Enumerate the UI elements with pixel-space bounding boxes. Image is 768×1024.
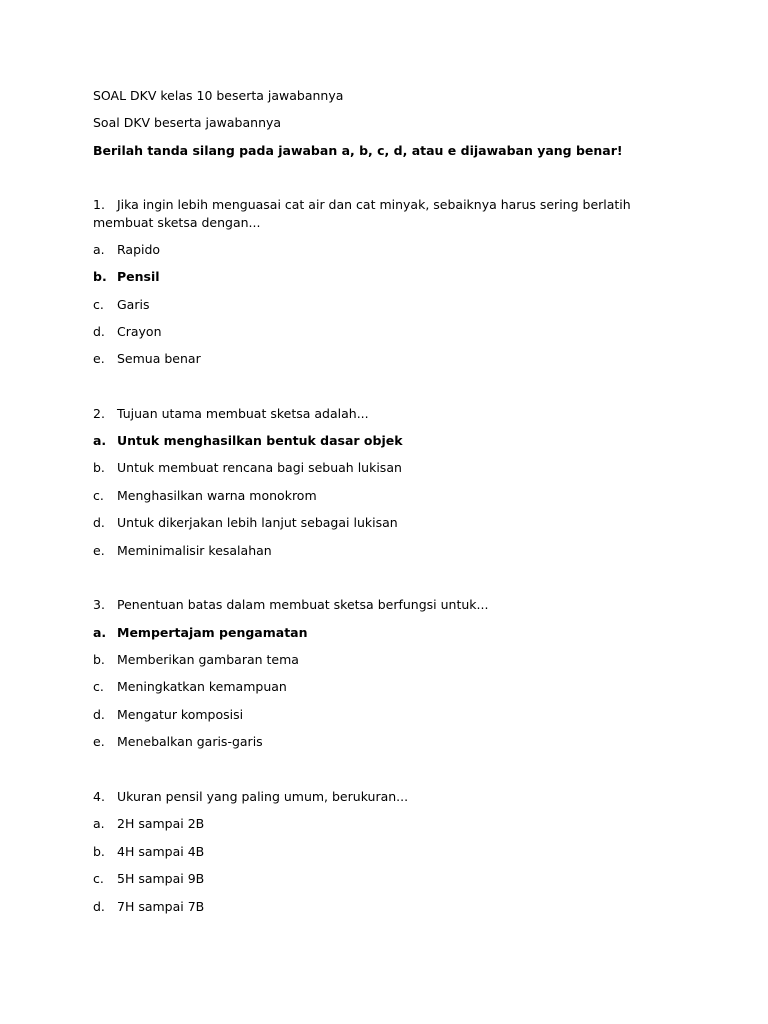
question-3-option-b[interactable] [93, 651, 299, 669]
question-2-option-a[interactable] [93, 432, 403, 450]
question-4-option-b[interactable] [93, 843, 204, 861]
option-text: 2H sampai 2B [117, 816, 205, 831]
option-text: Memberikan gambaran tema [117, 652, 299, 667]
question-2-option-e[interactable] [93, 542, 272, 560]
question-text: Tujuan utama membuat sketsa adalah... [117, 406, 369, 421]
question-2 [93, 405, 653, 423]
option-text: Mengatur komposisi [117, 707, 244, 722]
option-letter: d. [93, 515, 105, 530]
question-3-option-c[interactable] [93, 678, 287, 696]
instruction-text: Berilah tanda silang pada jawaban a, b, c, d, atau e dijawaban yang benar! [93, 143, 623, 158]
question-text: Ukuran pensil yang paling umum, berukuran... [117, 789, 409, 804]
option-text: 7H sampai 7B [117, 899, 205, 914]
option-letter: c. [93, 679, 104, 694]
option-text: Untuk dikerjakan lebih lanjut sebagai lukisan [117, 515, 398, 530]
option-letter: e. [93, 351, 105, 366]
question-number: 1. [93, 197, 105, 212]
question-3-option-a[interactable] [93, 624, 308, 642]
option-text: Meminimalisir kesalahan [117, 543, 272, 558]
question-1-option-c[interactable] [93, 296, 149, 314]
question-3 [93, 596, 653, 614]
question-2-option-d[interactable] [93, 514, 398, 532]
question-1-option-a[interactable] [93, 241, 160, 259]
option-text: Menebalkan garis-garis [117, 734, 263, 749]
document-subtitle: Soal DKV beserta jawabannya [93, 115, 282, 130]
question-1 [93, 196, 653, 232]
option-letter: b. [93, 269, 107, 284]
option-letter: e. [93, 734, 105, 749]
question-2-option-c[interactable] [93, 487, 317, 505]
question-1-option-d[interactable] [93, 323, 162, 341]
option-text: Pensil [117, 269, 160, 284]
option-letter: d. [93, 707, 105, 722]
question-3-option-d[interactable] [93, 706, 243, 724]
option-letter: c. [93, 297, 104, 312]
document-title: SOAL DKV kelas 10 beserta jawabannya [93, 88, 344, 103]
question-3-option-e[interactable] [93, 733, 263, 751]
option-letter: c. [93, 871, 104, 886]
option-text: Untuk menghasilkan bentuk dasar objek [117, 433, 403, 448]
option-letter: b. [93, 460, 105, 475]
option-text: Garis [117, 297, 150, 312]
question-2-option-b[interactable] [93, 459, 402, 477]
option-letter: a. [93, 242, 105, 257]
question-number: 4. [93, 789, 105, 804]
option-letter: d. [93, 324, 105, 339]
option-text: Meningkatkan kemampuan [117, 679, 287, 694]
option-text: Mempertajam pengamatan [117, 625, 308, 640]
option-text: Semua benar [117, 351, 201, 366]
question-number: 2. [93, 406, 105, 421]
question-4-option-c[interactable] [93, 870, 204, 888]
question-4-option-d[interactable] [93, 898, 204, 916]
option-letter: a. [93, 433, 107, 448]
option-letter: e. [93, 543, 105, 558]
option-letter: a. [93, 816, 105, 831]
option-text: Untuk membuat rencana bagi sebuah lukisan [117, 460, 402, 475]
question-1-option-b[interactable] [93, 268, 160, 286]
question-number: 3. [93, 597, 105, 612]
option-letter: d. [93, 899, 105, 914]
option-letter: c. [93, 488, 104, 503]
option-text: 5H sampai 9B [117, 871, 205, 886]
option-text: Rapido [117, 242, 161, 257]
option-letter: b. [93, 652, 105, 667]
option-text: Crayon [117, 324, 162, 339]
question-1-option-e[interactable] [93, 350, 201, 368]
option-letter: a. [93, 625, 107, 640]
question-4 [93, 788, 653, 806]
option-letter: b. [93, 844, 105, 859]
question-4-option-a[interactable] [93, 815, 204, 833]
question-text: Jika ingin lebih menguasai cat air dan cat minyak, sebaiknya harus sering berlatih membuat sketsa dengan... [93, 197, 631, 230]
option-text: Menghasilkan warna monokrom [117, 488, 317, 503]
option-text: 4H sampai 4B [117, 844, 205, 859]
question-text: Penentuan batas dalam membuat sketsa berfungsi untuk... [117, 597, 489, 612]
